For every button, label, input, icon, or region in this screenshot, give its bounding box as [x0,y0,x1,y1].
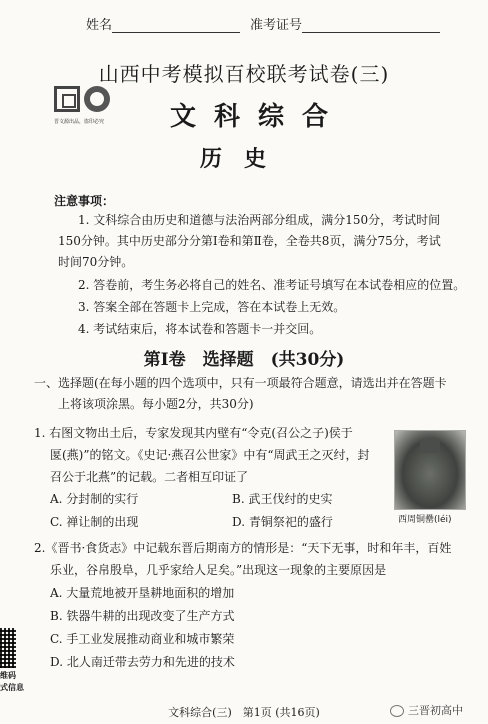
logo-caption: 晋文源出品，盗印必究 [54,119,105,125]
note-line: 1. 文科综合由历史和道德与法治两部分组成，满分150分，考试时间 [78,213,441,227]
instruction-line: 一、选择题(在每小题的四个选项中，只有一项最符合题意，请选出并在答题卡 [34,376,447,390]
id-label: 准考证号 [250,18,303,33]
logo-seal-icon [84,86,110,112]
logo-square-icon [54,86,80,112]
note-line: 2. 答卷前，考生务必将自己的姓名、准考证号填写在本试卷相应的位置。 [78,278,466,292]
notes-heading: 注意事项： [54,194,115,208]
note-line: 4. 考试结束后，将本试卷和答题卡一并交回。 [78,322,322,336]
sub-subject-title: 历史 [199,147,288,172]
id-field [250,14,440,33]
instruction-line: 上将该项涂黑。每小题2分，共30分) [58,397,254,411]
q1-option-d: D. 青铜祭祀的盛行 [232,515,333,529]
qr-code [0,628,16,668]
qr-text: 维码 [0,671,16,680]
q1-stem-line: 召公于北燕”的记载。二者相互印证了 [50,470,249,484]
exam-title: 山西中考模拟百校联考试卷(三) [98,62,390,86]
name-label: 姓名 [86,18,113,33]
q2-stem-line: 2.《晋书·食货志》中记载东晋后期南方的情形是：“天下无事，时和年丰，百姓 [34,541,452,555]
q1-stem-line: 匽(燕)”的铭文。《史记·燕召公世家》中有“周武王之灭纣，封 [50,448,370,462]
watermark [390,702,463,718]
qr-text: 式信息 [0,683,24,692]
q2-option-c: C. 手工业发展推动商业和城市繁荣 [50,632,235,646]
note-line: 3. 答案全部在答题卡上完成，答在本试卷上无效。 [78,300,346,314]
image-caption: 西周铜罍(léi) [398,515,452,525]
q2-option-d: D. 北人南迁带去劳力和先进的技术 [50,655,235,669]
wechat-icon [390,705,404,717]
q1-option-a: A. 分封制的实行 [50,492,139,506]
q2-option-a: A. 大量荒地被开垦耕地面积的增加 [50,586,235,600]
name-underline [112,18,240,33]
note-line: 时间70分钟。 [58,255,134,269]
q1-option-b: B. 武王伐纣的史实 [232,492,333,506]
q1-stem-line: 1. 右图文物出土后，专家发现其内壁有“令克(召公之子)侯于 [34,426,353,440]
section-title: 第Ⅰ卷 选择题 (共30分) [143,350,345,370]
q2-stem-line: 乐业，谷帛殷阜，几乎家给人足矣。”出现这一现象的主要原因是 [50,563,387,577]
bronze-vessel-image [394,430,466,510]
page-footer: 文科综合(三) 第1页 (共16页) [168,706,320,719]
name-field [86,14,240,33]
watermark-text: 三晋初高中 [408,704,463,717]
q1-option-c: C. 禅让制的出现 [50,515,139,529]
publisher-logo [54,86,124,125]
q2-option-b: B. 铁器牛耕的出现改变了生产方式 [50,609,235,623]
note-line: 150分钟。其中历史部分分第Ⅰ卷和第Ⅱ卷，全卷共8页，满分75分，考试 [58,234,441,248]
subject-title: 文科综合 [170,102,347,132]
id-underline [302,18,440,33]
